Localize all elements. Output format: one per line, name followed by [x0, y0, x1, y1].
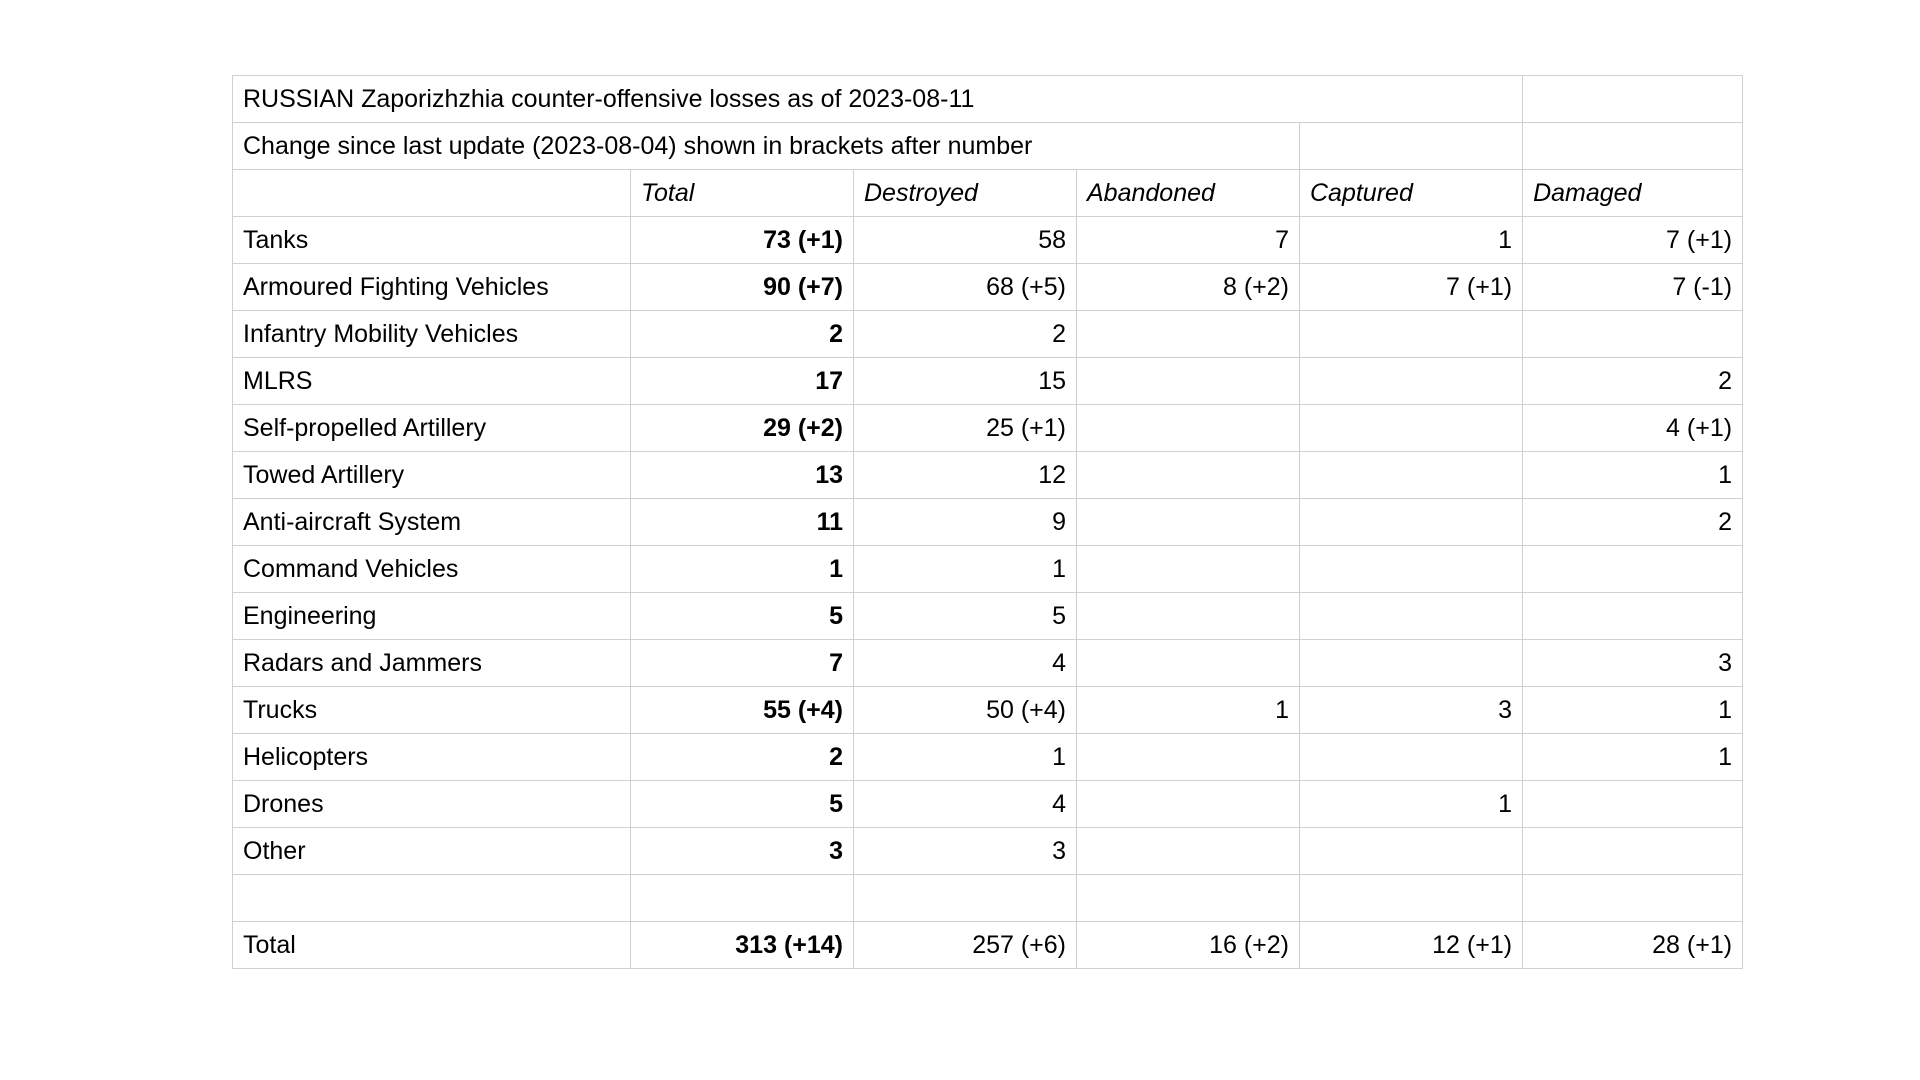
cell-total: 13: [631, 452, 854, 499]
header-row: [233, 170, 1743, 217]
table-row: [233, 640, 1743, 687]
table-row: [233, 452, 1743, 499]
total-row-label: Total: [233, 922, 631, 969]
column-header-total: Total: [631, 170, 854, 217]
cell-total: 29 (+2): [631, 405, 854, 452]
total-cell-captured: 12 (+1): [1300, 922, 1523, 969]
cell-total: 73 (+1): [631, 217, 854, 264]
cell-captured: 1: [1300, 217, 1523, 264]
cell-total: 3: [631, 828, 854, 875]
spacer-cell-abandoned: [1077, 875, 1300, 922]
total-cell-abandoned: 16 (+2): [1077, 922, 1300, 969]
spacer-cell-damaged: [1523, 875, 1743, 922]
spacer-row: [233, 875, 1743, 922]
cell-damaged: [1523, 593, 1743, 640]
cell-total: 7: [631, 640, 854, 687]
row-label: Drones: [233, 781, 631, 828]
row-label: Tanks: [233, 217, 631, 264]
cell-damaged: [1523, 828, 1743, 875]
subtitle-row-blank-cell-1: [1300, 123, 1523, 170]
cell-damaged: 4 (+1): [1523, 405, 1743, 452]
row-label: Other: [233, 828, 631, 875]
row-label: Helicopters: [233, 734, 631, 781]
cell-destroyed: 1: [854, 546, 1077, 593]
cell-destroyed: 2: [854, 311, 1077, 358]
column-header-blank: [233, 170, 631, 217]
cell-captured: [1300, 452, 1523, 499]
spacer-cell-label: [233, 875, 631, 922]
table-row: [233, 687, 1743, 734]
table-row: [233, 734, 1743, 781]
cell-total: 17: [631, 358, 854, 405]
cell-abandoned: [1077, 499, 1300, 546]
cell-destroyed: 15: [854, 358, 1077, 405]
cell-destroyed: 4: [854, 640, 1077, 687]
cell-destroyed: 12: [854, 452, 1077, 499]
cell-captured: 1: [1300, 781, 1523, 828]
cell-total: 5: [631, 593, 854, 640]
row-label: Towed Artillery: [233, 452, 631, 499]
subtitle: Change since last update (2023-08-04) shown in brackets after number: [233, 123, 1300, 170]
cell-abandoned: [1077, 405, 1300, 452]
cell-destroyed: 58: [854, 217, 1077, 264]
losses-table-body: [233, 76, 1743, 969]
cell-abandoned: [1077, 358, 1300, 405]
cell-captured: [1300, 640, 1523, 687]
table-row: [233, 217, 1743, 264]
row-label: Anti-aircraft System: [233, 499, 631, 546]
cell-abandoned: 7: [1077, 217, 1300, 264]
cell-destroyed: 68 (+5): [854, 264, 1077, 311]
cell-destroyed: 25 (+1): [854, 405, 1077, 452]
cell-abandoned: [1077, 593, 1300, 640]
row-label: Command Vehicles: [233, 546, 631, 593]
cell-damaged: 1: [1523, 452, 1743, 499]
cell-damaged: [1523, 311, 1743, 358]
cell-total: 11: [631, 499, 854, 546]
cell-captured: [1300, 828, 1523, 875]
total-cell-destroyed: 257 (+6): [854, 922, 1077, 969]
cell-abandoned: 1: [1077, 687, 1300, 734]
cell-captured: 3: [1300, 687, 1523, 734]
cell-captured: [1300, 593, 1523, 640]
subtitle-row: [233, 123, 1743, 170]
cell-captured: [1300, 358, 1523, 405]
cell-destroyed: 50 (+4): [854, 687, 1077, 734]
table-row: [233, 593, 1743, 640]
cell-damaged: 1: [1523, 687, 1743, 734]
cell-captured: [1300, 405, 1523, 452]
total-cell-damaged: 28 (+1): [1523, 922, 1743, 969]
row-label: Engineering: [233, 593, 631, 640]
cell-destroyed: 1: [854, 734, 1077, 781]
total-cell-total: 313 (+14): [631, 922, 854, 969]
cell-abandoned: [1077, 640, 1300, 687]
cell-total: 55 (+4): [631, 687, 854, 734]
cell-total: 1: [631, 546, 854, 593]
cell-damaged: [1523, 781, 1743, 828]
cell-abandoned: [1077, 828, 1300, 875]
column-header-captured: Captured: [1300, 170, 1523, 217]
cell-abandoned: [1077, 734, 1300, 781]
cell-damaged: 7 (-1): [1523, 264, 1743, 311]
cell-damaged: 3: [1523, 640, 1743, 687]
title-row-blank-cell: [1523, 76, 1743, 123]
cell-captured: [1300, 546, 1523, 593]
spacer-cell-total: [631, 875, 854, 922]
table-row: [233, 781, 1743, 828]
row-label: MLRS: [233, 358, 631, 405]
table-total-row: [233, 922, 1743, 969]
losses-table: [232, 75, 1743, 969]
cell-damaged: [1523, 546, 1743, 593]
cell-damaged: 7 (+1): [1523, 217, 1743, 264]
cell-abandoned: [1077, 781, 1300, 828]
table-row: [233, 264, 1743, 311]
cell-abandoned: [1077, 452, 1300, 499]
row-label: Trucks: [233, 687, 631, 734]
cell-abandoned: 8 (+2): [1077, 264, 1300, 311]
row-label: Self-propelled Artillery: [233, 405, 631, 452]
table-row: [233, 546, 1743, 593]
table-row: [233, 358, 1743, 405]
cell-destroyed: 3: [854, 828, 1077, 875]
subtitle-row-blank-cell-2: [1523, 123, 1743, 170]
page-title: RUSSIAN Zaporizhzhia counter-offensive losses as of 2023-08-11: [233, 76, 1523, 123]
cell-captured: 7 (+1): [1300, 264, 1523, 311]
spacer-cell-destroyed: [854, 875, 1077, 922]
table-row: [233, 828, 1743, 875]
cell-total: 5: [631, 781, 854, 828]
row-label: Armoured Fighting Vehicles: [233, 264, 631, 311]
cell-total: 2: [631, 311, 854, 358]
table-row: [233, 405, 1743, 452]
cell-destroyed: 9: [854, 499, 1077, 546]
cell-abandoned: [1077, 546, 1300, 593]
cell-destroyed: 5: [854, 593, 1077, 640]
table-row: [233, 311, 1743, 358]
cell-total: 2: [631, 734, 854, 781]
table-row: [233, 499, 1743, 546]
spacer-cell-captured: [1300, 875, 1523, 922]
title-row: [233, 76, 1743, 123]
column-header-damaged: Damaged: [1523, 170, 1743, 217]
column-header-destroyed: Destroyed: [854, 170, 1077, 217]
cell-captured: [1300, 734, 1523, 781]
cell-captured: [1300, 499, 1523, 546]
cell-destroyed: 4: [854, 781, 1077, 828]
cell-abandoned: [1077, 311, 1300, 358]
losses-sheet: [232, 75, 1742, 969]
cell-damaged: 2: [1523, 499, 1743, 546]
column-header-abandoned: Abandoned: [1077, 170, 1300, 217]
cell-damaged: 1: [1523, 734, 1743, 781]
row-label: Infantry Mobility Vehicles: [233, 311, 631, 358]
cell-damaged: 2: [1523, 358, 1743, 405]
row-label: Radars and Jammers: [233, 640, 631, 687]
cell-total: 90 (+7): [631, 264, 854, 311]
cell-captured: [1300, 311, 1523, 358]
